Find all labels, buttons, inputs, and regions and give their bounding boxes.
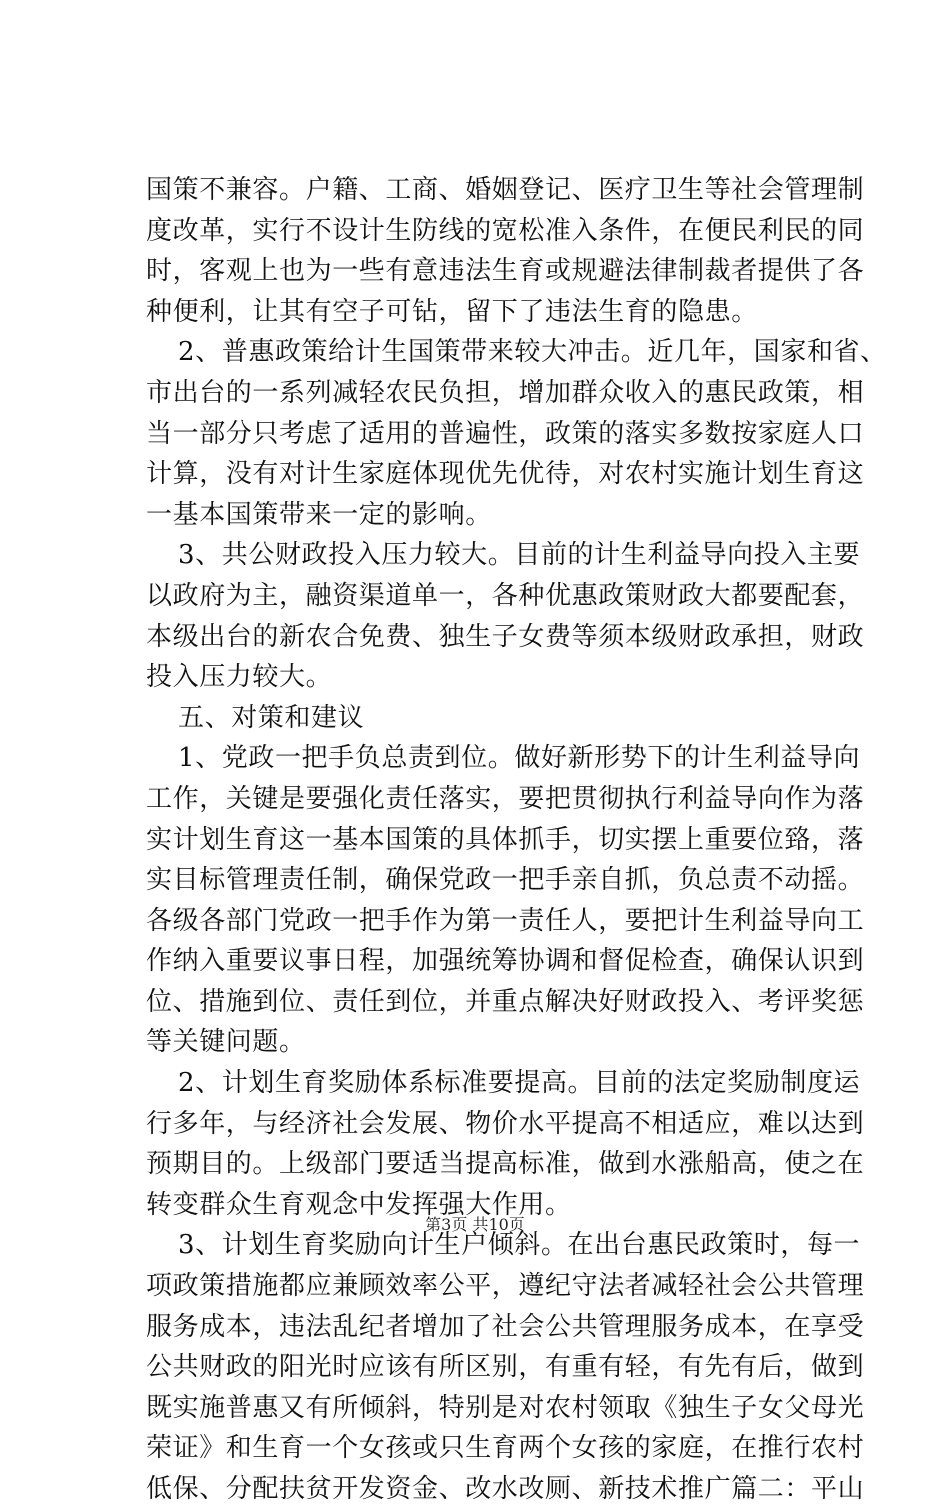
text-line: 等关键问题。 (146, 1027, 306, 1058)
text-line: 市出台的一系列减轻农民负担，增加群众收入的惠民政策，相 (146, 377, 865, 408)
text-line: 项政策措施都应兼顾效率公平，遵纪守法者减轻社会公共管理 (146, 1271, 865, 1302)
text-line: 以政府为主，融资渠道单一，各种优惠政策财政大都要配套， (146, 580, 865, 611)
text-line: 种便利，让其有空子可钻，留下了违法生育的隐患。 (146, 296, 758, 327)
text-line: 各级各部门党政一把手作为第一责任人，要把计生利益导向工 (146, 905, 865, 936)
text-line: 时，客观上也为一些有意违法生育或规避法律制裁者提供了各 (146, 256, 865, 287)
text-line: 五、对策和建议 (178, 702, 365, 733)
text-line: 投入压力较大。 (146, 662, 333, 693)
text-line: 位、措施到位、责任到位，并重点解决好财政投入、考评奖惩 (146, 986, 865, 1017)
text-line: 荣证》和生育一个女孩或只生育两个女孩的家庭，在推行农村 (146, 1433, 865, 1464)
text-line: 实目标管理责任制，确保党政一把手亲自抓，负总责不动摇。 (146, 865, 865, 896)
text-line: 度改革，实行不设计生防线的宽松准入条件，在便民利民的同 (146, 215, 865, 246)
text-line: 国策不兼容。户籍、工商、婚姻登记、医疗卫生等社会管理制 (146, 175, 865, 205)
text-line: 本级出台的新农合免费、独生子女费等须本级财政承担，财政 (146, 621, 865, 652)
text-line: 一基本国策带来一定的影响。 (146, 499, 492, 530)
text-line: 1、党政一把手负总责到位。做好新形势下的计生利益导向 (178, 743, 861, 774)
text-line: 计算，没有对计生家庭体现优先优待，对农村实施计划生育这 (146, 459, 865, 490)
text-line: 转变群众生育观念中发挥强大作用。 (146, 1189, 572, 1220)
body-text (146, 170, 887, 1510)
page-footer: 第3页 共10页 (425, 1215, 525, 1234)
text-line: 预期目的。上级部门要适当提高标准，做到水涨船高，使之在 (146, 1149, 865, 1180)
text-line: 作纳入重要议事日程，加强统筹协调和督促检查，确保认识到 (146, 946, 865, 977)
text-line: 低保、分配扶贫开发资金、改水改厕、新技术推广篇二：平山 (146, 1474, 865, 1504)
text-line: 公共财政的阳光时应该有所区别，有重有轻，有先有后，做到 (146, 1352, 865, 1383)
text-line: 3、共公财政投入压力较大。目前的计生利益导向投入主要 (178, 540, 861, 571)
text-line: 当一部分只考虑了适用的普遍性，政策的落实多数按家庭人口 (146, 418, 865, 449)
text-line: 服务成本，违法乱纪者增加了社会公共管理服务成本，在享受 (146, 1311, 865, 1342)
text-line: 工作，关键是要强化责任落实，要把贯彻执行利益导向作为落 (146, 783, 865, 814)
text-line: 行多年，与经济社会发展、物价水平提高不相适应，难以达到 (146, 1108, 865, 1139)
text-line: 2、计划生育奖励体系标准要提高。目前的法定奖励制度运 (178, 1068, 861, 1099)
text-line: 实计划生育这一基本国策的具体抓手，切实摆上重要位臵，落 (146, 824, 865, 855)
text-line: 3、计划生育奖励向计生户倾斜。在出台惠民政策时，每一 (178, 1230, 861, 1261)
text-line: 2、普惠政策给计生国策带来较大冲击。近几年，国家和省、 (178, 337, 887, 368)
text-line: 既实施普惠又有所倾斜，特别是对农村领取《独生子女父母光 (146, 1392, 865, 1423)
